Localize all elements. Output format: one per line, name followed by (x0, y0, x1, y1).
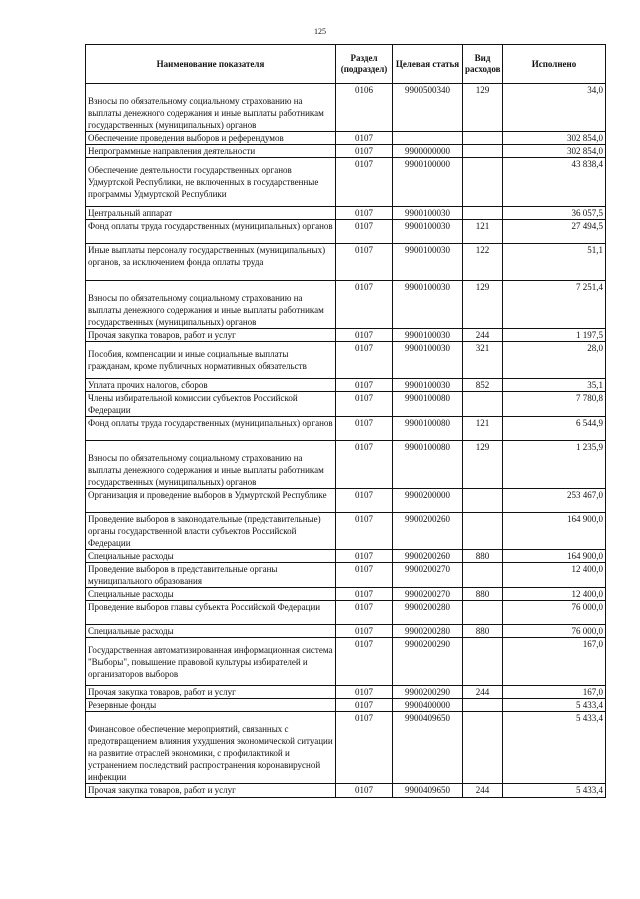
row-target: 9900200280 (393, 601, 463, 625)
row-type: 244 (463, 686, 503, 699)
table-row (86, 379, 606, 392)
row-amount: 5 433,4 (503, 784, 606, 798)
row-target: 9900100030 (393, 244, 463, 281)
row-name: Взносы по обязательному социальному страхованию на выплаты денежного содержания и иные выплаты работникам государственных (муниципальных) органов (86, 84, 336, 132)
row-amount: 167,0 (503, 686, 606, 699)
row-section: 0107 (336, 784, 393, 798)
row-name: Фонд оплаты труда государственных (муниципальных) органов (86, 220, 336, 244)
page-number: 125 (314, 27, 326, 36)
row-section: 0107 (336, 625, 393, 638)
row-target: 9900200290 (393, 638, 463, 686)
row-type (463, 132, 503, 145)
row-section: 0107 (336, 392, 393, 417)
row-amount: 253 467,0 (503, 489, 606, 513)
row-name: Специальные расходы (86, 588, 336, 601)
row-type: 122 (463, 244, 503, 281)
row-type: 129 (463, 441, 503, 489)
table-row (86, 699, 606, 712)
row-type: 852 (463, 379, 503, 392)
row-section: 0107 (336, 342, 393, 379)
row-type (463, 638, 503, 686)
row-type (463, 563, 503, 588)
row-target: 9900200260 (393, 550, 463, 563)
row-name: Проведение выборов в представительные органы муниципального образования (86, 563, 336, 588)
row-section: 0107 (336, 132, 393, 145)
row-type (463, 207, 503, 220)
table-row (86, 441, 606, 489)
row-target: 9900200270 (393, 563, 463, 588)
header-type: Вид расходов (463, 45, 503, 84)
table-row (86, 158, 606, 207)
row-name: Государственная автоматизированная информационная система "Выборы", повышение правовой культуры избирателей и организаторов выборов (86, 638, 336, 686)
row-target: 9900100080 (393, 417, 463, 441)
table-row (86, 563, 606, 588)
table-row (86, 84, 606, 132)
row-type: 129 (463, 281, 503, 329)
row-type: 321 (463, 342, 503, 379)
row-amount: 35,1 (503, 379, 606, 392)
row-amount: 76 000,0 (503, 601, 606, 625)
row-type (463, 601, 503, 625)
row-section: 0107 (336, 699, 393, 712)
row-target: 9900409650 (393, 712, 463, 784)
row-name: Резервные фонды (86, 699, 336, 712)
table-row (86, 207, 606, 220)
table-row (86, 392, 606, 417)
row-amount: 7 780,8 (503, 392, 606, 417)
row-section: 0107 (336, 244, 393, 281)
row-name: Иные выплаты персоналу государственных (муниципальных) органов, за исключением фонда оплаты труда (86, 244, 336, 281)
row-amount: 5 433,4 (503, 712, 606, 784)
row-target: 9900100030 (393, 281, 463, 329)
row-target: 9900200270 (393, 588, 463, 601)
row-target: 9900100030 (393, 207, 463, 220)
row-type: 244 (463, 784, 503, 798)
row-type (463, 712, 503, 784)
row-section: 0107 (336, 158, 393, 207)
row-name: Члены избирательной комиссии субъектов Российской Федерации (86, 392, 336, 417)
row-type (463, 145, 503, 158)
row-name: Финансовое обеспечение мероприятий, связанных с предотвращением влияния ухудшения экономической ситуации на развитие отраслей экономики, с профилактикой и устранением последствий распространения коронавирусной инфекции (86, 712, 336, 784)
row-target: 9900200290 (393, 686, 463, 699)
row-section: 0107 (336, 207, 393, 220)
row-target: 9900100030 (393, 379, 463, 392)
row-section: 0107 (336, 550, 393, 563)
table-row (86, 625, 606, 638)
row-type: 880 (463, 550, 503, 563)
row-type: 880 (463, 625, 503, 638)
row-section: 0107 (336, 686, 393, 699)
row-name: Центральный аппарат (86, 207, 336, 220)
row-section: 0107 (336, 145, 393, 158)
row-amount: 5 433,4 (503, 699, 606, 712)
row-section: 0107 (336, 513, 393, 550)
row-target: 9900100030 (393, 342, 463, 379)
row-name: Прочая закупка товаров, работ и услуг (86, 686, 336, 699)
row-amount: 167,0 (503, 638, 606, 686)
row-target: 9900100030 (393, 220, 463, 244)
row-target: 9900200000 (393, 489, 463, 513)
row-name: Пособия, компенсации и иные социальные выплаты гражданам, кроме публичных нормативных обязательств (86, 342, 336, 379)
row-target: 9900100080 (393, 441, 463, 489)
row-amount: 302 854,0 (503, 145, 606, 158)
row-name: Уплата прочих налогов, сборов (86, 379, 336, 392)
row-section: 0107 (336, 601, 393, 625)
row-section: 0107 (336, 329, 393, 342)
row-type: 129 (463, 84, 503, 132)
row-type (463, 392, 503, 417)
row-type: 121 (463, 417, 503, 441)
row-section: 0107 (336, 588, 393, 601)
header-target: Целевая статья (393, 45, 463, 84)
row-target: 9900100080 (393, 392, 463, 417)
row-section: 0107 (336, 441, 393, 489)
row-name: Специальные расходы (86, 625, 336, 638)
row-amount: 12 400,0 (503, 563, 606, 588)
header-name: Наименование показателя (86, 45, 336, 84)
row-amount: 28,0 (503, 342, 606, 379)
table-row (86, 686, 606, 699)
row-type (463, 699, 503, 712)
row-name: Обеспечение проведения выборов и референдумов (86, 132, 336, 145)
table-row (86, 550, 606, 563)
row-type (463, 513, 503, 550)
row-target: 9900400000 (393, 699, 463, 712)
row-target: 9900100030 (393, 329, 463, 342)
table-row (86, 220, 606, 244)
table-row (86, 489, 606, 513)
row-name: Прочая закупка товаров, работ и услуг (86, 784, 336, 798)
table-row (86, 342, 606, 379)
row-section: 0107 (336, 712, 393, 784)
table-row (86, 132, 606, 145)
header-amount: Исполнено (503, 45, 606, 84)
row-amount: 12 400,0 (503, 588, 606, 601)
row-amount: 43 838,4 (503, 158, 606, 207)
table-row (86, 513, 606, 550)
row-amount: 76 000,0 (503, 625, 606, 638)
expenditure-table (85, 44, 606, 798)
row-section: 0107 (336, 417, 393, 441)
header-section: Раздел (подраздел) (336, 45, 393, 84)
table-row (86, 638, 606, 686)
row-amount: 51,1 (503, 244, 606, 281)
row-section: 0107 (336, 281, 393, 329)
table-row (86, 329, 606, 342)
row-section: 0107 (336, 379, 393, 392)
table-row (86, 244, 606, 281)
table-row (86, 145, 606, 158)
row-target: 9900409650 (393, 784, 463, 798)
table-header-row (86, 45, 606, 84)
row-target: 9900000000 (393, 145, 463, 158)
table-row (86, 281, 606, 329)
row-name: Проведение выборов в законодательные (представительные) органы государственной власти субъектов Российской Федерации (86, 513, 336, 550)
row-amount: 302 854,0 (503, 132, 606, 145)
row-amount: 36 057,5 (503, 207, 606, 220)
row-target (393, 132, 463, 145)
row-amount: 6 544,9 (503, 417, 606, 441)
row-amount: 34,0 (503, 84, 606, 132)
row-name: Непрограммные направления деятельности (86, 145, 336, 158)
row-target: 9900200280 (393, 625, 463, 638)
row-type: 121 (463, 220, 503, 244)
row-amount: 7 251,4 (503, 281, 606, 329)
row-amount: 164 900,0 (503, 550, 606, 563)
row-name: Специальные расходы (86, 550, 336, 563)
row-amount: 27 494,5 (503, 220, 606, 244)
row-section: 0107 (336, 489, 393, 513)
row-name: Проведение выборов главы субъекта Российской Федерации (86, 601, 336, 625)
table-row (86, 601, 606, 625)
row-name: Обеспечение деятельности государственных органов Удмуртской Республики, не включенных в государственные программы Удмуртской Республики (86, 158, 336, 207)
row-amount: 1 235,9 (503, 441, 606, 489)
row-amount: 1 197,5 (503, 329, 606, 342)
table-row (86, 784, 606, 798)
table-row (86, 712, 606, 784)
row-name: Прочая закупка товаров, работ и услуг (86, 329, 336, 342)
row-name: Взносы по обязательному социальному страхованию на выплаты денежного содержания и иные выплаты работникам государственных (муниципальных) органов (86, 281, 336, 329)
row-name: Фонд оплаты труда государственных (муниципальных) органов (86, 417, 336, 441)
table-row (86, 417, 606, 441)
row-section: 0107 (336, 638, 393, 686)
row-section: 0107 (336, 220, 393, 244)
table-row (86, 588, 606, 601)
row-section: 0106 (336, 84, 393, 132)
row-target: 9900200260 (393, 513, 463, 550)
row-type (463, 158, 503, 207)
row-target: 9900100000 (393, 158, 463, 207)
row-type (463, 489, 503, 513)
row-name: Взносы по обязательному социальному страхованию на выплаты денежного содержания и иные выплаты работникам государственных (муниципальных) органов (86, 441, 336, 489)
row-target: 9900500340 (393, 84, 463, 132)
row-section: 0107 (336, 563, 393, 588)
row-type: 244 (463, 329, 503, 342)
row-amount: 164 900,0 (503, 513, 606, 550)
row-name: Организация и проведение выборов в Удмуртской Республике (86, 489, 336, 513)
row-type: 880 (463, 588, 503, 601)
